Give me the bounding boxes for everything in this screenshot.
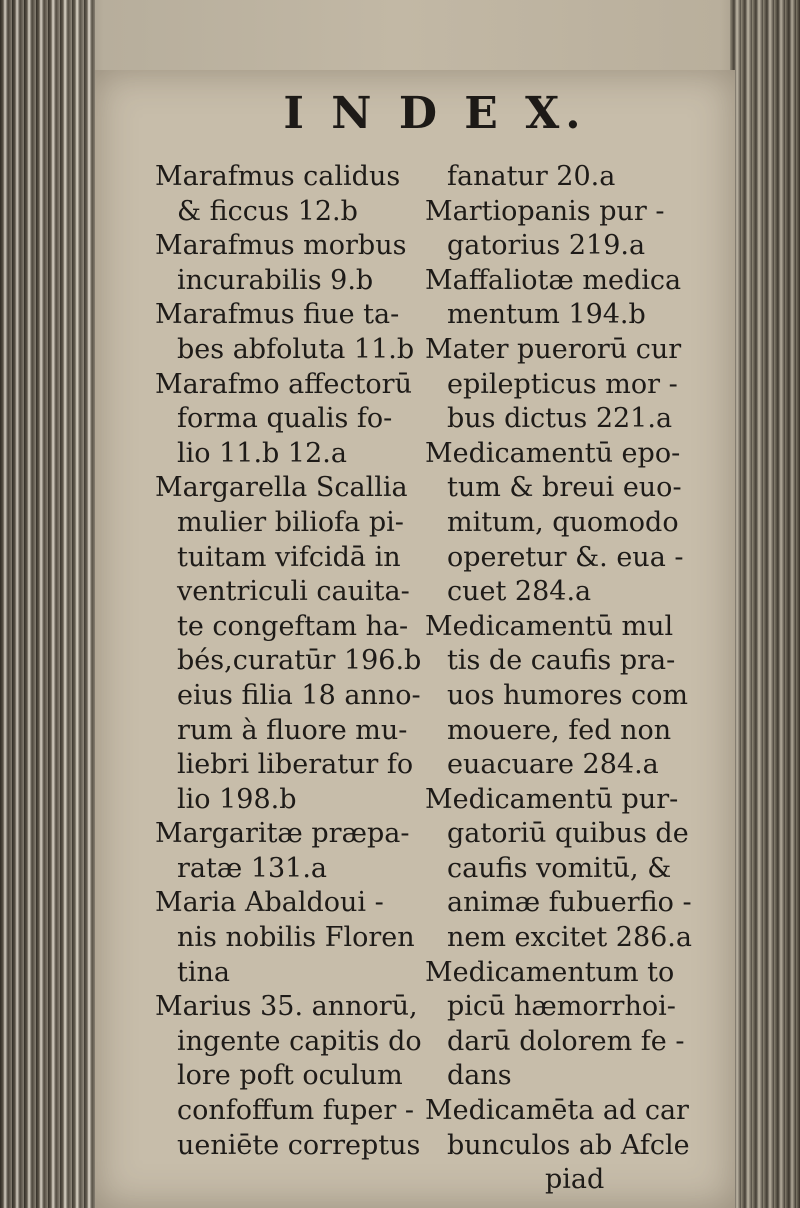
index-line: tuitam vifcidā in <box>177 541 401 573</box>
index-line: lio 198.b <box>177 783 297 815</box>
index-line: nis nobilis Floren <box>177 922 415 954</box>
index-line: nem excitet 286.a <box>447 922 692 954</box>
index-line: uos humores com <box>447 679 689 711</box>
index-line: confoffum fuper - <box>177 1095 415 1127</box>
index-line: Marafmus fiue ta- <box>155 299 400 331</box>
index-line: ratæ 131.a <box>177 852 328 884</box>
index-line: ueniēte correptus <box>177 1129 421 1161</box>
index-line: tis de caufis pra- <box>447 645 676 677</box>
index-line: Maria Abaldoui - <box>155 887 384 919</box>
book-page <box>95 70 735 1208</box>
index-line: rum à fluore mu- <box>177 714 408 746</box>
index-line: tina <box>177 956 230 988</box>
index-line: & ficcus 12.b <box>177 195 358 227</box>
index-line: mitum, quomodo <box>447 506 679 538</box>
index-line: forma qualis fo- <box>177 403 393 435</box>
index-line: Maffaliotæ medica <box>425 264 682 296</box>
index-line: euacuare 284.a <box>447 749 659 781</box>
index-line: piad <box>545 1164 605 1196</box>
index-line: bus dictus 221.a <box>447 403 673 435</box>
index-line: gatorius 219.a <box>447 230 646 262</box>
index-line: mouere, fed non <box>447 714 672 746</box>
index-line: caufis vomitū, & <box>447 852 672 884</box>
index-line: epilepticus mor - <box>447 368 678 400</box>
index-line: bés,curatūr 196.b <box>177 645 422 677</box>
index-line: incurabilis 9.b <box>177 264 374 296</box>
index-line: te congeftam ha- <box>177 610 409 642</box>
page-header: I N D E X. <box>283 88 587 139</box>
index-line: Marafmus morbus <box>155 230 407 262</box>
index-line: fanatur 20.a <box>447 161 616 192</box>
index-line: Martiopanis pur - <box>425 195 665 227</box>
index-line: Marafmo affectorū <box>155 368 412 400</box>
index-line: operetur &. eua - <box>447 541 684 573</box>
book-edge-right <box>730 0 800 1208</box>
index-line: gatoriū quibus de <box>447 818 689 850</box>
index-line: Medicamentū mul <box>425 610 674 642</box>
index-line: Medicamentum to <box>425 956 675 988</box>
index-line: mentum 194.b <box>447 299 646 331</box>
index-line: mulier biliofa pi- <box>177 506 404 538</box>
index-line: Mater puerorū cur <box>425 333 682 365</box>
index-line: tum & breui euo- <box>447 472 682 504</box>
index-line: Margaritæ præpa- <box>155 818 410 850</box>
index-line: picū hæmorrhoi- <box>447 991 676 1023</box>
index-line: ventriculi cauita- <box>177 576 410 608</box>
index-column-right <box>425 160 715 1198</box>
index-line: Marius 35. annorū, <box>155 991 418 1023</box>
index-line: lio 11.b 12.a <box>177 437 347 469</box>
index-column-left <box>155 160 445 1163</box>
index-line: darū dolorem fe - <box>447 1025 685 1057</box>
index-line: bunculos ab Afcle <box>447 1129 690 1161</box>
index-line: dans <box>447 1060 512 1092</box>
index-line: Marafmus calidus <box>155 161 401 192</box>
index-line: lore poft oculum <box>177 1060 403 1092</box>
index-line: bes abfoluta 11.b <box>177 333 415 365</box>
index-line: eius filia 18 anno- <box>177 679 421 711</box>
index-line: ingente capitis do <box>177 1025 422 1057</box>
index-line: Margarella Scallia <box>155 472 408 504</box>
index-line: animæ fubuerfio - <box>447 887 692 919</box>
index-line: liebri liberatur fo <box>177 749 414 781</box>
book-edge-left <box>0 0 95 1208</box>
index-line: Medicamentū pur- <box>425 783 679 815</box>
index-line: Medicamentū epo- <box>425 437 681 469</box>
index-line: Medicamēta ad car <box>425 1095 689 1127</box>
index-line: cuet 284.a <box>447 576 592 608</box>
